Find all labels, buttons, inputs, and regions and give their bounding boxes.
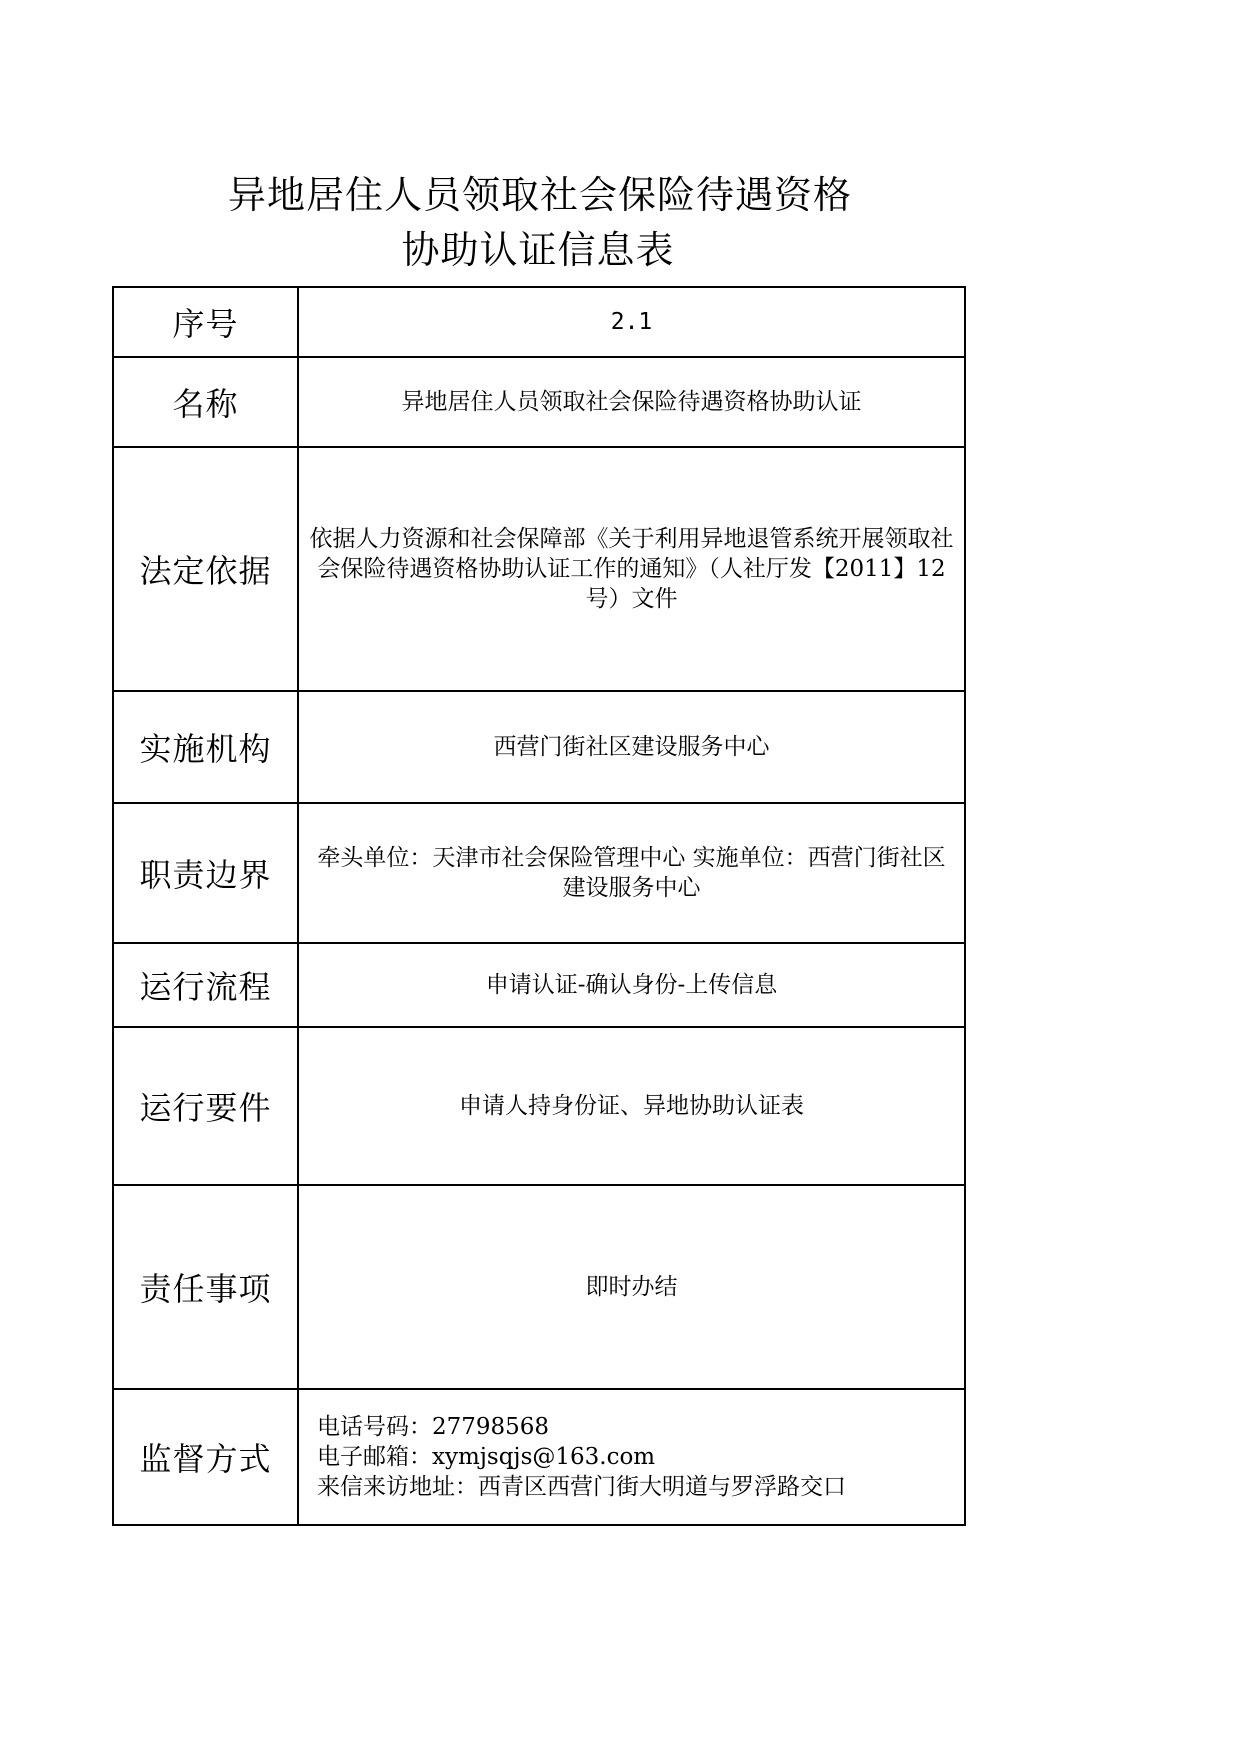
row-label-legal-basis: 法定依据 (113, 447, 298, 691)
table-row-requirements (113, 1027, 965, 1185)
table-row-duties (113, 1185, 965, 1389)
row-value-name: 异地居住人员领取社会保险待遇资格协助认证 (298, 357, 965, 447)
row-value-requirements: 申请人持身份证、异地协助认证表 (298, 1027, 965, 1185)
row-label-serial: 序号 (113, 287, 298, 357)
table-row-serial (113, 287, 965, 357)
row-label-process: 运行流程 (113, 943, 298, 1027)
row-label-requirements: 运行要件 (113, 1027, 298, 1185)
table-row-name (113, 357, 965, 447)
row-value-responsibility: 牵头单位：天津市社会保险管理中心 实施单位：西营门街社区建设服务中心 (298, 803, 965, 943)
info-table (112, 286, 966, 1526)
row-label-name: 名称 (113, 357, 298, 447)
row-label-agency: 实施机构 (113, 691, 298, 803)
row-label-responsibility: 职责边界 (113, 803, 298, 943)
page-title-line-2: 协助认证信息表 (401, 228, 675, 272)
table-row-legal-basis (113, 447, 965, 691)
row-value-agency: 西营门街社区建设服务中心 (298, 691, 965, 803)
table-row-agency (113, 691, 965, 803)
row-value-process: 申请认证-确认身份-上传信息 (298, 943, 965, 1027)
page-title-line-1: 异地居住人员领取社会保险待遇资格 (227, 173, 852, 217)
row-label-duties: 责任事项 (113, 1185, 298, 1389)
supervision-email: 电子邮箱：xymjsqjs@163.com (317, 1444, 656, 1470)
row-value-supervision (298, 1389, 965, 1525)
row-value-legal-basis: 依据人力资源和社会保障部《关于利用异地退管系统开展领取社会保险待遇资格协助认证工作的通知》（人社厅发【2011】12号）文件 (298, 447, 965, 691)
row-label-supervision: 监督方式 (113, 1389, 298, 1525)
supervision-phone: 电话号码：27798568 (317, 1414, 550, 1440)
row-value-duties: 即时办结 (298, 1185, 965, 1389)
table-row-supervision (113, 1389, 965, 1525)
table-row-responsibility (113, 803, 965, 943)
table-row-process (113, 943, 965, 1027)
supervision-address: 来信来访地址：西青区西营门街大明道与罗浮路交口 (317, 1474, 846, 1500)
row-value-serial: 2.1 (298, 287, 965, 357)
